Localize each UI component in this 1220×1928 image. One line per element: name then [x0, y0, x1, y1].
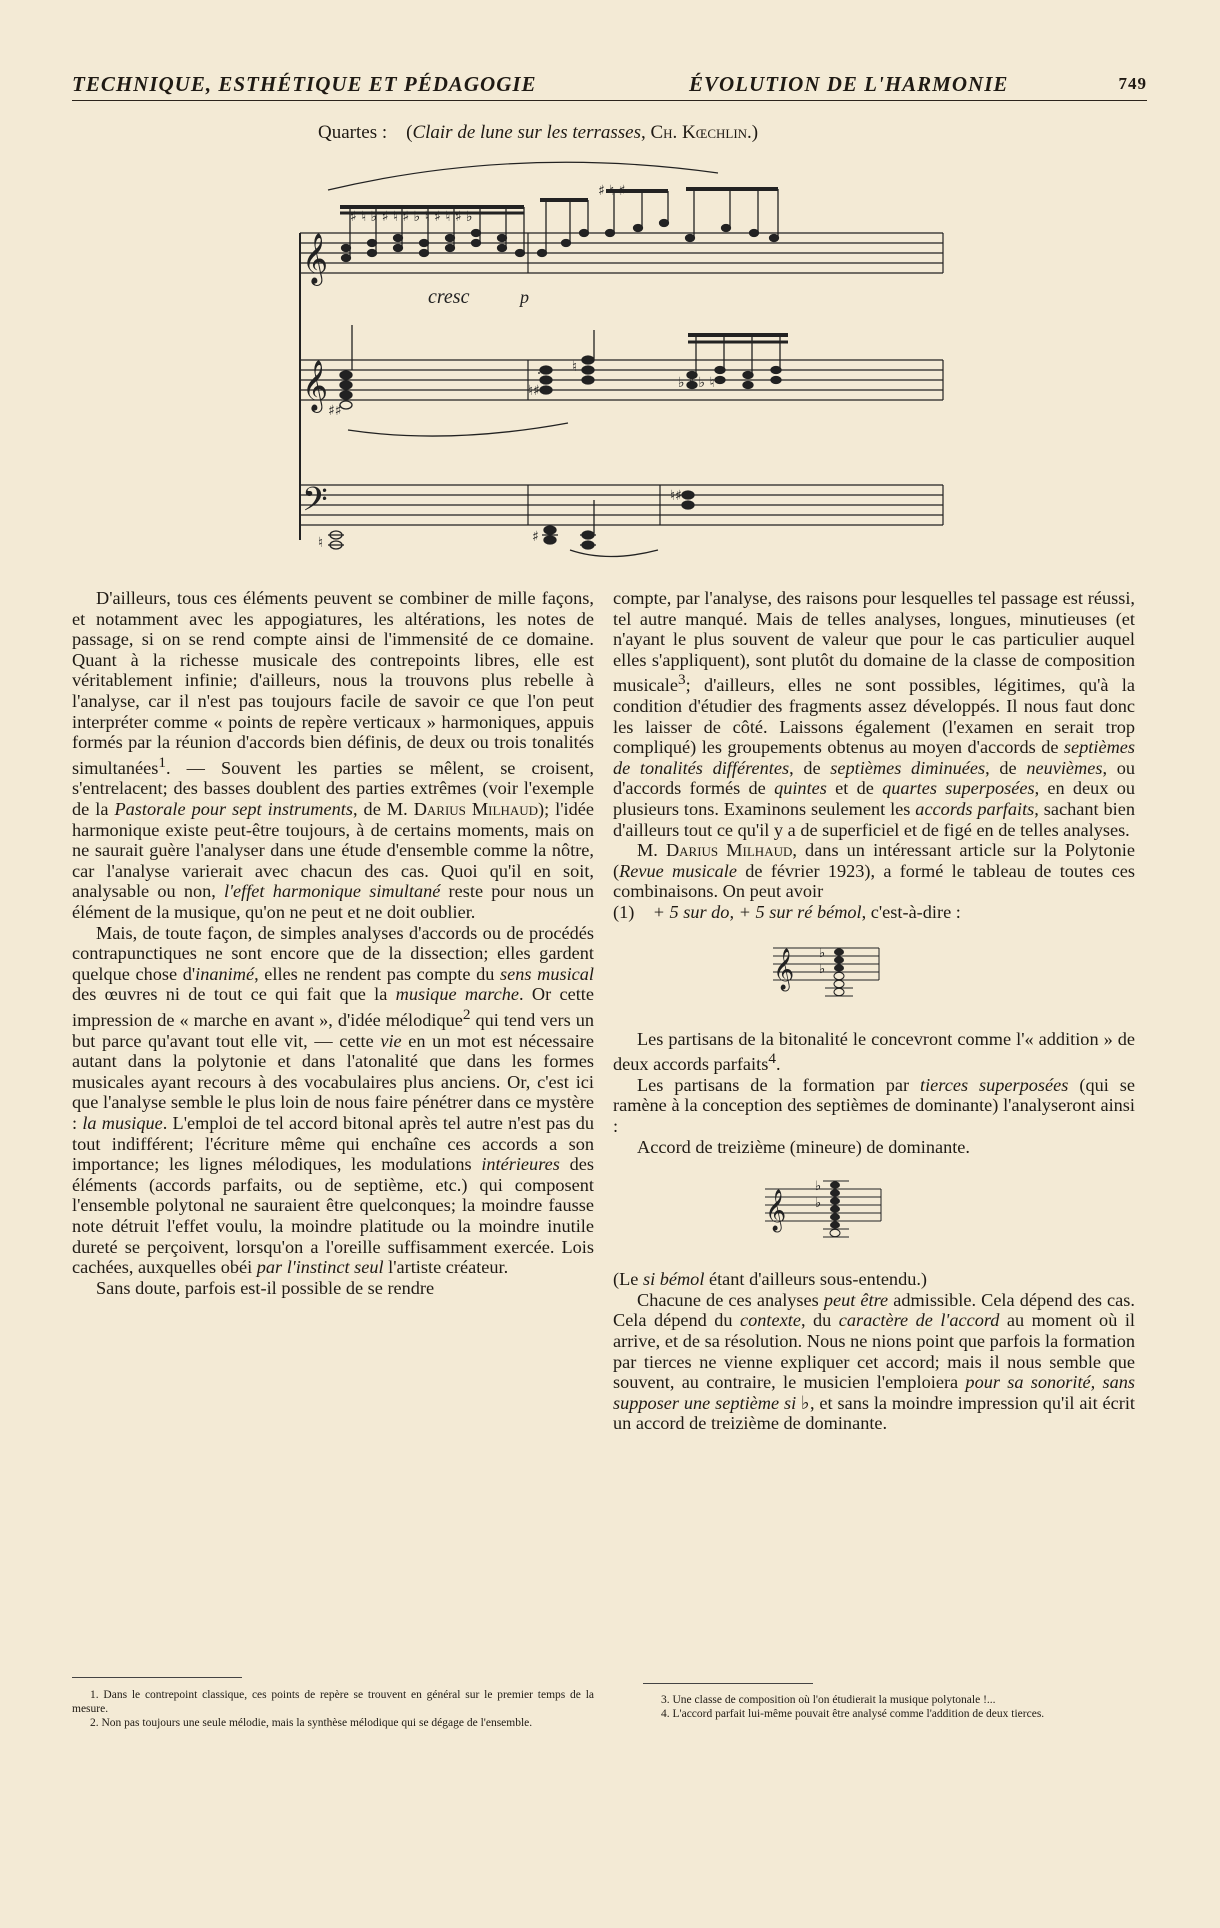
example-source-title: Clair de lune sur les terrasses — [412, 122, 641, 143]
example-caption: Quartes : (Clair de lune sur les terrasses, Ch. Kœchlin.) — [318, 122, 759, 143]
right-paragraph-4: Les partisans de la formation par tierces superposées (qui se ramène à la conception des septièmes de dominante) l'analyseront ainsi : — [613, 1074, 1135, 1137]
svg-text:♭: ♭ — [819, 945, 826, 961]
chord-example-2 — [763, 1171, 883, 1257]
left-paragraph-3: Sans doute, parfois est-il possible de se rendre — [96, 1277, 435, 1298]
left-paragraph-1: D'ailleurs, tous ces éléments peuvent se combiner de mille façons, et notamment avec les appogiatures, les altérations, les notes de passage, si on se rend compte ainsi de l'immensité de ce domaine. Quant à la richesse musicale des contrepoints libres, elle est véritablement infinie; d'ailleurs, nous la trouvons plus rebelle à l'analyse, car il n'est pas toujours facile de savoir ce que l'on peut interpréter comme « points de repère verticaux » harmoniques, appuis formés par la réunion d'accords bien définis, de deux ou trois tonalités simultanées$^1$. — Souvent les parties se mêlent, se croisent, s'entrelacent; des basses doublent des parties extrêmes (voir l'exemple de la Pastorale pour sept instruments, de M. Darius Milhaud); l'idée harmonique existe peut-être toujours, à de certains moments, mais on ne saurait guère l'analyser dans une étude d'ensemble comme la nôtre, car l'analyse varierait avec chacun des cas. Quoi qu'il en soit, analysable ou non, l'effet harmonique simultané reste pour nous un élément de la musique, qu'on ne peut et ne doit oublier. — [72, 588, 595, 922]
right-column — [613, 588, 1135, 1434]
chord-example-2-space — [613, 1157, 1135, 1269]
svg-text:♮♯: ♮♯ — [670, 488, 682, 504]
example-label: Quartes : — [318, 122, 388, 143]
header-right-title: ÉVOLUTION DE L'HARMONIE — [689, 72, 1009, 96]
footnote-2: 2. Non pas toujours une seule mélodie, mais la synthèse mélodique qui se dégage de l'ensemble. — [90, 1717, 533, 1730]
formula-line: (1) + 5 sur do, + 5 sur ré bémol, c'est-à-dire : — [613, 902, 961, 922]
svg-text:♯♯: ♯♯ — [328, 403, 342, 419]
footnote-4: 4. L'accord parfait lui-même pouvait être analysé comme l'addition de deux tierces. — [661, 1708, 1045, 1721]
right-paragraph-5: Accord de treizième (mineure) de dominante. — [637, 1136, 970, 1157]
bass-clef-icon: 𝄢 — [302, 481, 328, 527]
footnote-rule-left — [72, 1677, 242, 1678]
staff-treble-2 — [300, 360, 943, 400]
staff-bass — [300, 485, 943, 525]
svg-text:♯ ♮ ♯: ♯ ♮ ♯ — [598, 183, 626, 199]
svg-text:♭: ♭ — [815, 1179, 822, 1195]
right-paragraph-1: compte, par l'analyse, des raisons pour lesquelles tel passage est réussi, tel autre manqué. Mais de telles analyses, longues, minutieuses (et n'ayant le plus souvent de valeur que pour le cas particulier auquel elles s'appliquent), sont plutôt du domaine de la classe de composition musicale$^3$; d'ailleurs, elles ne sont possibles, légitimes, qu'à la condition d'étudier des fragments assez développés. Il nous faut donc les laisser de côté. Laissons également (l'examen en serait trop compliqué) les groupements obtenus au moyen d'accords de septièmes de tonalités différentes, de septièmes diminuées, de neuvièmes, ou d'accords formés de quintes et de quartes superposées, en deux ou plusieurs tons. Examinons seulement les accords parfaits, sachant bien d'ailleurs tout ce qu'il y a de superficiel et de figé en de telles analyses. — [613, 588, 1135, 840]
chord-example-1 — [771, 933, 881, 1013]
footnote-rule-right — [643, 1683, 813, 1684]
svg-text:♭ ♮ ♭ ♮: ♭ ♮ ♭ ♮ — [678, 375, 715, 391]
footnotes-right — [643, 1693, 1135, 1721]
right-paragraph-3: Les partisans de la bitonalité le concevront comme l'« addition » de deux accords parfaits$^4$. — [613, 1028, 1135, 1075]
staff3-chords — [318, 488, 694, 557]
svg-text:♮: ♮ — [572, 359, 578, 375]
page-number: 749 — [1118, 74, 1147, 93]
chord-example-1-space — [613, 923, 1135, 1029]
right-paragraph-2: M. Darius Milhaud, dans un intéressant article sur la Polytonie (Revue musicale de février 1923), a formé le tableau de toutes ces combinaisons. On peut avoir — [613, 840, 1135, 902]
footnotes-left — [72, 1688, 594, 1731]
svg-text:♮: ♮ — [318, 535, 324, 551]
left-paragraph-2: Mais, de toute façon, de simples analyses d'accords ou de procédés contrapunctiques ne sont encore que de la dissection; elles gardent quelque chose d'inanimé, elles ne rendent pas compte du sens musical des œuvres ni de tout ce qui fait que la musique marche. Or cette impression de « marche en avant », d'idée mélodique$^2$ qui tend vers un but parce qu'avant tout elle vit, — cette vie en un mot est nécessaire autant dans la polytonie et dans l'atonalité que dans les formes musicales ayant recours à des vocabulaires plus anciens. Or, c'est ici que l'analyse semble le plus loin de nous faire pénétrer dans ce mystère : la musique. L'emploi de tel accord bitonal après tel autre n'est pas du tout indifférent; l'écriture même qui enchaîne ces accords a son importance; les lignes mélodiques, les modulations intérieures des éléments (accords parfaits, ou de septième, etc.) qui composent l'ensemble polytonal ne sauraient être quelconques; la moindre fausse note détruit l'effet voulu, la moindre platitude ou la moindre inutile dureté se perçoivent, lorsqu'on a l'oreille suffisamment exercée. Lois cachées, auxquelles obéi par l'instinct seul l'artiste créateur. — [72, 922, 594, 1278]
staff1-notes — [340, 183, 779, 262]
footnote-3: 3. Une classe de composition où l'on étudierait la musique polytonale !... — [661, 1694, 996, 1706]
dynamic-p: p — [520, 287, 529, 307]
dynamic-cresc: cresc — [428, 286, 470, 308]
svg-text:♯: ♯ — [532, 529, 539, 545]
svg-text:𝄞: 𝄞 — [765, 1190, 787, 1232]
right-paragraph-7: Chacune de ces analyses peut être admissible. Cela dépend des cas. Cela dépend du contexte, du caractère de l'accord au moment où il arrive, et de sa résolution. Nous ne nions point que parfois la formation par tierces ne vienne expliquer cet accord; mais il nous semble que souvent, au contraire, le musicien l'emploiera pour sa sonorité, sans supposer une septième si ♭, et sans la moindre impression qu'il ait écrit un accord de treizième de dominante. — [613, 1289, 1135, 1434]
svg-text:𝄞: 𝄞 — [773, 948, 795, 990]
treble-clef-icon: 𝄞 — [302, 233, 329, 284]
score-slur — [328, 162, 718, 190]
running-header — [72, 68, 1147, 102]
header-rule — [72, 100, 1147, 101]
example-source-author: Ch. Kœchlin. — [650, 122, 752, 143]
left-column — [72, 588, 594, 1298]
music-score — [288, 155, 988, 565]
header-left-title: TECHNIQUE, ESTHÉTIQUE ET PÉDAGOGIE — [72, 72, 537, 96]
svg-text:♮♯: ♮♯ — [528, 383, 540, 399]
svg-text:♭: ♭ — [819, 961, 826, 977]
svg-text:♯ ♮ ♭ ♯ ♮ ♯ ♭ ♮ ♯ ♮ ♯ ♭: ♯ ♮ ♭ ♯ ♮ ♯ ♭ ♮ ♯ ♮ ♯ ♭ — [350, 209, 473, 225]
svg-text:♭: ♭ — [815, 1196, 822, 1212]
treble-clef-icon: 𝄞 — [302, 360, 329, 411]
footnote-1: 1. Dans le contrepoint classique, ces points de repère se trouvent en général sur le premier temps de la mesure. — [72, 1689, 594, 1716]
right-paragraph-6: (Le si bémol étant d'ailleurs sous-entendu.) — [613, 1269, 928, 1290]
